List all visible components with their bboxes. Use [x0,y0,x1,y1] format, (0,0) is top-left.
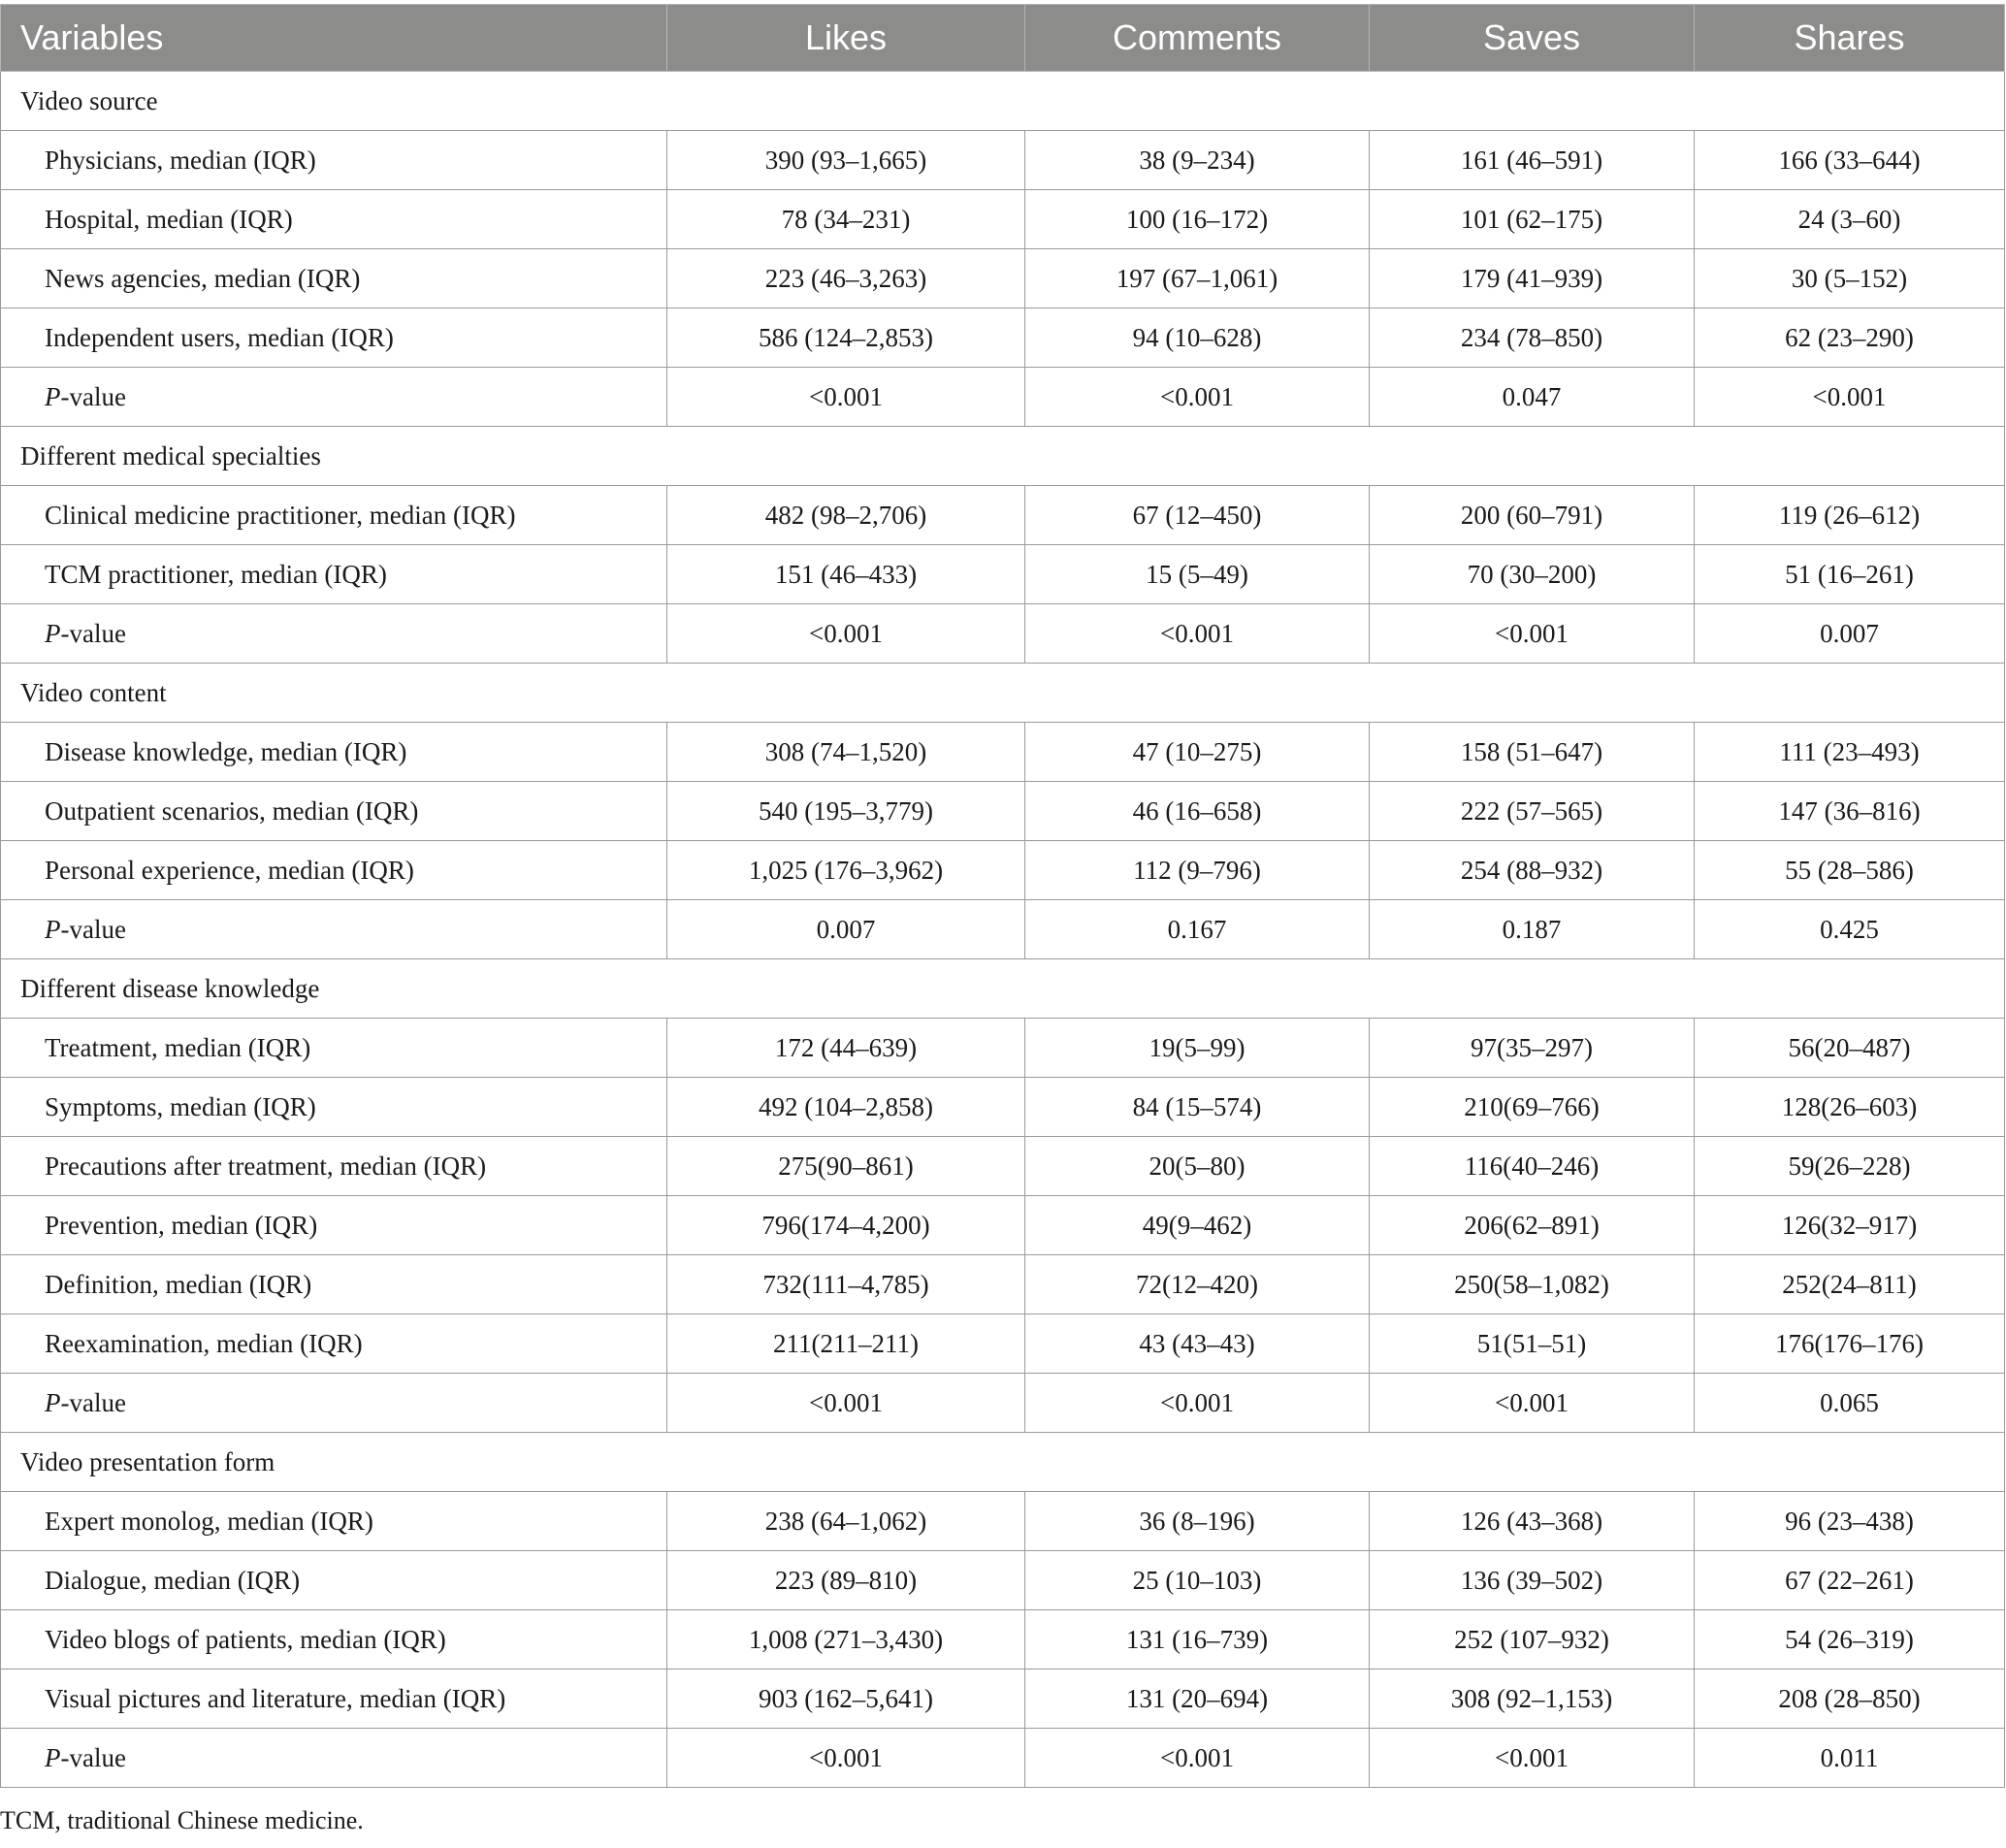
row-label: Disease knowledge, median (IQR) [1,723,667,782]
header-likes: Likes [667,5,1025,72]
table-cell: 131 (20–694) [1025,1670,1370,1729]
table-cell: 67 (22–261) [1695,1551,2005,1610]
table-cell: 131 (16–739) [1025,1610,1370,1670]
table-row [1,782,2005,841]
table-cell: 36 (8–196) [1025,1492,1370,1551]
row-label: News agencies, median (IQR) [1,249,667,308]
section-row [1,1433,2005,1492]
row-label: TCM practitioner, median (IQR) [1,545,667,604]
pvalue-cell: <0.001 [667,1374,1025,1433]
pvalue-cell: 0.065 [1695,1374,2005,1433]
table-cell: 128(26–603) [1695,1078,2005,1137]
pvalue-label-rest: -value [60,1387,126,1417]
pvalue-row [1,368,2005,427]
table-row [1,1670,2005,1729]
pvalue-cell: <0.001 [1025,1729,1370,1788]
pvalue-cell: <0.001 [1370,604,1695,664]
pvalue-row [1,1374,2005,1433]
pvalue-label-italic: P [45,914,61,944]
table-cell: 208 (28–850) [1695,1670,2005,1729]
table-cell: 1,025 (176–3,962) [667,841,1025,900]
row-label: Expert monolog, median (IQR) [1,1492,667,1551]
table-cell: 197 (67–1,061) [1025,249,1370,308]
pvalue-label [1,1374,667,1433]
table-row [1,486,2005,545]
pvalue-cell: <0.001 [1025,1374,1370,1433]
table-cell: 84 (15–574) [1025,1078,1370,1137]
table-cell: 46 (16–658) [1025,782,1370,841]
table-cell: 62 (23–290) [1695,308,2005,368]
row-label: Clinical medicine practitioner, median (IQR) [1,486,667,545]
table-cell: 179 (41–939) [1370,249,1695,308]
results-table [0,4,2005,1788]
pvalue-cell: 0.167 [1025,900,1370,959]
table-row [1,1551,2005,1610]
pvalue-label-italic: P [45,618,61,648]
pvalue-row [1,900,2005,959]
section-row [1,959,2005,1019]
table-cell: 482 (98–2,706) [667,486,1025,545]
table-cell: 390 (93–1,665) [667,131,1025,190]
table-cell: 49(9–462) [1025,1196,1370,1255]
table-cell: 158 (51–647) [1370,723,1695,782]
pvalue-label [1,900,667,959]
table-cell: 97(35–297) [1370,1019,1695,1078]
section-title: Different disease knowledge [1,959,2005,1019]
pvalue-label-rest: -value [60,618,126,648]
row-label: Video blogs of patients, median (IQR) [1,1610,667,1670]
table-cell: 59(26–228) [1695,1137,2005,1196]
table-cell: 100 (16–172) [1025,190,1370,249]
section-title: Video presentation form [1,1433,2005,1492]
row-label: Outpatient scenarios, median (IQR) [1,782,667,841]
section-row [1,427,2005,486]
table-cell: 223 (89–810) [667,1551,1025,1610]
table-cell: 151 (46–433) [667,545,1025,604]
row-label: Dialogue, median (IQR) [1,1551,667,1610]
row-label: Precautions after treatment, median (IQR) [1,1137,667,1196]
table-cell: 126 (43–368) [1370,1492,1695,1551]
table-cell: 172 (44–639) [667,1019,1025,1078]
pvalue-cell: 0.425 [1695,900,2005,959]
pvalue-cell: <0.001 [667,604,1025,664]
header-row [1,5,2005,72]
table-cell: 43 (43–43) [1025,1314,1370,1374]
table-cell: 1,008 (271–3,430) [667,1610,1025,1670]
table-cell: 254 (88–932) [1370,841,1695,900]
table-cell: 252 (107–932) [1370,1610,1695,1670]
table-cell: 25 (10–103) [1025,1551,1370,1610]
table-row [1,545,2005,604]
table-row [1,1610,2005,1670]
table-cell: 30 (5–152) [1695,249,2005,308]
table-cell: 51 (16–261) [1695,545,2005,604]
table-cell: 94 (10–628) [1025,308,1370,368]
table-cell: 166 (33–644) [1695,131,2005,190]
header-shares: Shares [1695,5,2005,72]
section-row [1,664,2005,723]
table-cell: 200 (60–791) [1370,486,1695,545]
table-cell: 210(69–766) [1370,1078,1695,1137]
table-row [1,841,2005,900]
pvalue-cell: <0.001 [1695,368,2005,427]
pvalue-row [1,604,2005,664]
pvalue-label-rest: -value [60,914,126,944]
table-row [1,1078,2005,1137]
pvalue-label-rest: -value [60,381,126,411]
table-cell: 234 (78–850) [1370,308,1695,368]
table-row [1,1492,2005,1551]
pvalue-label-rest: -value [60,1742,126,1772]
table-cell: 250(58–1,082) [1370,1255,1695,1314]
table-cell: 54 (26–319) [1695,1610,2005,1670]
pvalue-cell: <0.001 [667,1729,1025,1788]
table-cell: 176(176–176) [1695,1314,2005,1374]
table-row [1,1019,2005,1078]
table-cell: 223 (46–3,263) [667,249,1025,308]
pvalue-label [1,1729,667,1788]
table-cell: 78 (34–231) [667,190,1025,249]
table-cell: 55 (28–586) [1695,841,2005,900]
pvalue-cell: 0.047 [1370,368,1695,427]
section-title: Video content [1,664,2005,723]
pvalue-label [1,604,667,664]
table-cell: 308 (74–1,520) [667,723,1025,782]
pvalue-label-italic: P [45,1742,61,1772]
table-cell: 112 (9–796) [1025,841,1370,900]
table-cell: 308 (92–1,153) [1370,1670,1695,1729]
pvalue-cell: <0.001 [1025,368,1370,427]
table-cell: 903 (162–5,641) [667,1670,1025,1729]
table-cell: 111 (23–493) [1695,723,2005,782]
table-cell: 126(32–917) [1695,1196,2005,1255]
table-cell: 96 (23–438) [1695,1492,2005,1551]
pvalue-row [1,1729,2005,1788]
table-cell: 275(90–861) [667,1137,1025,1196]
table-cell: 20(5–80) [1025,1137,1370,1196]
table-cell: 732(111–4,785) [667,1255,1025,1314]
row-label: Reexamination, median (IQR) [1,1314,667,1374]
table-body [1,72,2005,1788]
table-cell: 492 (104–2,858) [667,1078,1025,1137]
table-cell: 19(5–99) [1025,1019,1370,1078]
results-table-container [0,4,2004,1788]
row-label: Prevention, median (IQR) [1,1196,667,1255]
table-footnote: TCM, traditional Chinese medicine. [0,1806,364,1834]
table-cell: 206(62–891) [1370,1196,1695,1255]
table-cell: 147 (36–816) [1695,782,2005,841]
row-label: Definition, median (IQR) [1,1255,667,1314]
table-row [1,723,2005,782]
table-cell: 222 (57–565) [1370,782,1695,841]
table-cell: 116(40–246) [1370,1137,1695,1196]
pvalue-cell: 0.011 [1695,1729,2005,1788]
table-cell: 15 (5–49) [1025,545,1370,604]
table-row [1,308,2005,368]
pvalue-label-italic: P [45,1387,61,1417]
table-row [1,249,2005,308]
row-label: Hospital, median (IQR) [1,190,667,249]
table-cell: 136 (39–502) [1370,1551,1695,1610]
table-row [1,1314,2005,1374]
row-label: Independent users, median (IQR) [1,308,667,368]
section-title: Different medical specialties [1,427,2005,486]
table-cell: 586 (124–2,853) [667,308,1025,368]
pvalue-cell: 0.007 [1695,604,2005,664]
table-cell: 38 (9–234) [1025,131,1370,190]
row-label: Symptoms, median (IQR) [1,1078,667,1137]
table-cell: 252(24–811) [1695,1255,2005,1314]
pvalue-label [1,368,667,427]
table-cell: 211(211–211) [667,1314,1025,1374]
row-label: Treatment, median (IQR) [1,1019,667,1078]
table-cell: 540 (195–3,779) [667,782,1025,841]
row-label: Visual pictures and literature, median (IQR) [1,1670,667,1729]
table-cell: 101 (62–175) [1370,190,1695,249]
pvalue-cell: <0.001 [667,368,1025,427]
section-row [1,72,2005,131]
section-title: Video source [1,72,2005,131]
header-variables: Variables [1,5,667,72]
pvalue-cell: 0.007 [667,900,1025,959]
table-row [1,1137,2005,1196]
table-cell: 70 (30–200) [1370,545,1695,604]
pvalue-cell: <0.001 [1370,1729,1695,1788]
table-row [1,131,2005,190]
header-comments: Comments [1025,5,1370,72]
table-cell: 67 (12–450) [1025,486,1370,545]
table-cell: 72(12–420) [1025,1255,1370,1314]
row-label: Physicians, median (IQR) [1,131,667,190]
table-cell: 796(174–4,200) [667,1196,1025,1255]
header-saves: Saves [1370,5,1695,72]
table-row [1,190,2005,249]
table-cell: 24 (3–60) [1695,190,2005,249]
table-header [1,5,2005,72]
pvalue-label-italic: P [45,381,61,411]
table-cell: 161 (46–591) [1370,131,1695,190]
table-cell: 56(20–487) [1695,1019,2005,1078]
table-row [1,1196,2005,1255]
row-label: Personal experience, median (IQR) [1,841,667,900]
table-cell: 51(51–51) [1370,1314,1695,1374]
table-cell: 47 (10–275) [1025,723,1370,782]
table-cell: 238 (64–1,062) [667,1492,1025,1551]
pvalue-cell: 0.187 [1370,900,1695,959]
pvalue-cell: <0.001 [1370,1374,1695,1433]
table-cell: 119 (26–612) [1695,486,2005,545]
pvalue-cell: <0.001 [1025,604,1370,664]
table-row [1,1255,2005,1314]
